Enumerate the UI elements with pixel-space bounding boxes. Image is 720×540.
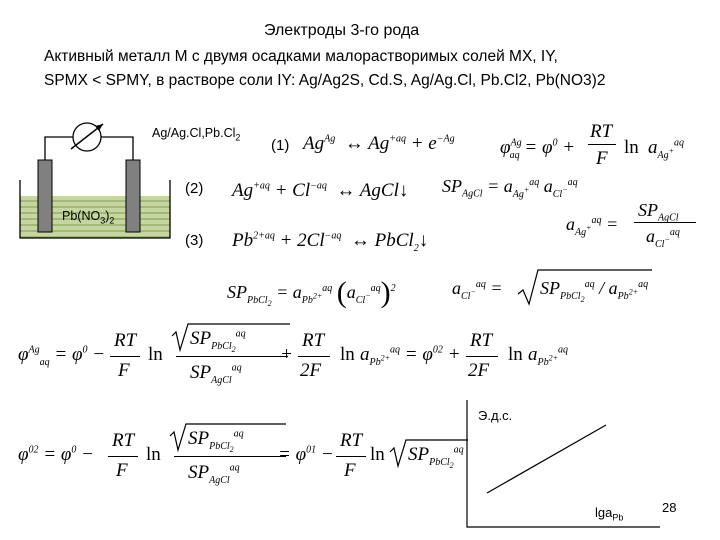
- page-number: 28: [662, 500, 677, 515]
- eq5: $\varphi^{02} = \varphi^0$ − RT F ln $SP_{PbCl_2}^{aq}$ $SP_{AgCl}^{aq}$ = $\varphi^{01}$ − RT F ln $SP_{PbCl_2}^{aq}$: [18, 418, 458, 488]
- eq2-sp: $SP_{AgCl} = a_{Ag^+}^{aq}$ $a_{Cl^-}^{aq}$: [442, 176, 578, 200]
- electrode-label-visible: $Ag/Ag.Cl,Pb.Cl_2$: [152, 126, 241, 143]
- eq1-reaction: $Ag^{Ag}$ ↔ $Ag^{+aq} + e^{-Ag}$: [303, 133, 455, 154]
- solution-label: $Pb(NO_3)_2$: [62, 209, 115, 226]
- eq3-sp: $SP_{PbCl_2} = a_{Pb^{2+}}^{aq}$ $(a_{Cl^-}^{aq})^2$: [227, 276, 396, 309]
- graph-xlabel-sub: Pb: [612, 512, 624, 523]
- eq1-number: (1): [271, 137, 290, 154]
- emf-line: [487, 425, 606, 493]
- eq2-reaction: $Ag^{+aq} + Cl^{-aq}$ ↔ AgCl↓: [232, 180, 409, 201]
- eq3-activity: $a_{Cl^-}^{aq}$ = $SP_{PbCl_2}^{aq} / a_{Pb^{2+}}^{aq}$: [452, 268, 652, 308]
- eq4: $\varphi^{Ag}_{aq} = \varphi^0$ − RT F ln $SP_{PbCl_2}^{aq}$ $SP_{AgCl}^{aq}$ + RT 2F ln $a_{Pb^{2+}}^{aq} = \varphi^{02}$ + RT 2F ln $a_{Pb^{2+}}^{aq}$: [18, 322, 578, 392]
- graph-ylabel: Э.д.с.: [478, 408, 513, 423]
- slide-subtitle-line1: Активный металл M с двумя осадками малорастворимых солей MX, IY,: [44, 48, 558, 65]
- eq2-activity: $a_{Ag^+}^{aq}$ = $SP_{AgCl}$ $a_{Cl^-}^{aq}$: [566, 200, 696, 250]
- graph-xlabel: [595, 505, 623, 523]
- eq3-reaction: $Pb^{2+aq} + 2Cl^{-aq}$ ↔ PbCl$_2$↓: [232, 230, 429, 254]
- graph-xlabel-main: lga: [595, 505, 613, 520]
- eq3-number: (3): [185, 232, 204, 249]
- slide: Электроды 3-го рода Активный металл M с двумя осадками малорастворимых солей MX, IY, SPMX < SPMY, в растворе соли IY: Ag/Ag2S, Cd.S, Ag/Ag.Cl, Pb.Cl2, Pb(NO3)2 $Ag/Ag.Cl,Pb.Cl_2$ $Pb(NO_3)_2$ (1) (2) (3) $Ag^{Ag}$ ↔ $Ag^{+aq} + e^{-Ag}$ $\varphi^{Ag}_{aq} = \varphi^0$ + RT F ln $a_{Ag^+}^{aq}$ $Ag^{+aq} + Cl^{-aq}$ ↔ AgCl↓ $SP_{AgCl} = a_{Ag^+}^{aq}$ $a_{Cl^-}^{aq}$ $a_{Ag^+}^{aq}$ = $SP_{AgCl}$ $a_{Cl^-}^{aq}$ $Pb^{2+aq} + 2Cl^{-aq}$ ↔ PbCl$_2$↓ $SP_{PbCl_2} = a_{Pb^{2+}}^{aq}$ $(a_{Cl^-}^{aq})^2$ $a_{Cl^-}^{aq}$ = $SP_{PbCl_2}^{aq} / a_{Pb^{2+}}^{aq}$ $\varphi^{Ag}_{aq} = \varphi^0$ − RT F ln $SP_{PbCl_2}^{aq}$ $SP_{AgCl}^{aq}$ + RT 2F ln $a_{Pb^{2+}}^{aq} = \varphi^{02}$ + RT 2F ln $a_{Pb^{2+}}^{aq}$ $\varphi^{02} = \varphi^0$ − RT F ln $SP_{PbCl_2}^{aq}$ $SP_{AgCl}^{aq}$ = $\varphi^{01}$ − RT F ln $SP_{PbCl_2}^{aq}$ Э.д.с. lga$_{Pb}$ 28: [0, 0, 720, 540]
- eq2-number: (2): [185, 180, 204, 197]
- slide-subtitle-line2: SPMX < SPMY, в растворе соли IY: Ag/Ag2S, Cd.S, Ag/Ag.Cl, Pb.Cl2, Pb(NO3)2: [44, 72, 606, 89]
- slide-title: Электроды 3-го рода: [264, 22, 420, 39]
